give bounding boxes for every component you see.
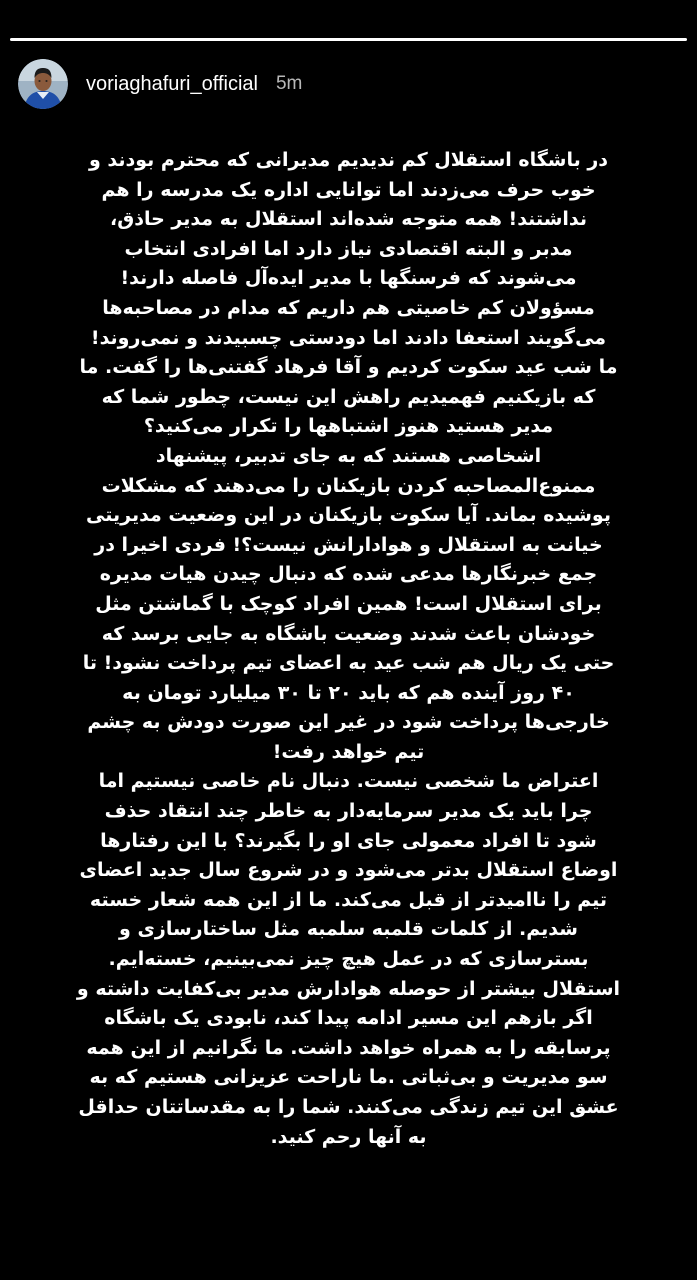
story-text-line: جمع خبرنگارها مدعی شده که دنبال چیدن هیات مدیره: [99, 563, 598, 586]
story-text-line: مدبر و البته اقتصادی نیاز دارد اما افرادی انتخاب: [124, 237, 573, 260]
story-text-line: تیم خواهد رفت!: [272, 740, 425, 763]
story-text-line: نداشتند! همه متوجه شده‌اند استقلال به مدیر حاذق،: [109, 208, 587, 231]
story-text-line: ما شب عید سکوت کردیم و آقا فرهاد گفتنی‌ها را گفت. ما: [79, 356, 618, 379]
story-text-line: خارجی‌ها پرداخت شود در غیر این صورت دودش به چشم: [87, 711, 610, 734]
story-text-line: برای استقلال است! همین افراد کوچک با گماشتن مثل: [95, 592, 602, 615]
story-text-line: حتی یک ریال هم شب عید به اعضای تیم پرداخت نشود! تا: [82, 652, 615, 675]
profile-avatar[interactable]: [18, 59, 68, 109]
story-text-line: ممنوع‌المصاحبه کردن بازیکنان را می‌دهند که مشکلات: [101, 474, 596, 497]
story-username[interactable]: voriaghafuri_official: [86, 72, 258, 95]
story-progress-fill: [10, 38, 687, 41]
story-text-line: خوب حرف می‌زدند اما توانایی اداره یک مدرسه را هم: [101, 178, 596, 201]
story-text-line: خودشان باعث شدند وضعیت باشگاه به جایی برسد که: [101, 622, 596, 645]
story-header: [18, 56, 679, 112]
story-text-line: اوضاع استقلال بدتر می‌شود و در شروع سال جدید اعضای: [79, 859, 618, 882]
story-text-line: شود تا افراد معمولی جای او را بگیرند؟ با این رفتارها: [100, 829, 597, 852]
story-text-line: چرا باید یک مدیر سرمایه‌دار به خاطر چند انتقاد حذف: [104, 800, 593, 823]
story-text-line: پوشیده بماند. آیا سکوت بازیکنان در این وضعیت مدیریتی: [86, 504, 611, 527]
story-timestamp: 5m: [275, 73, 303, 94]
story-text-line: اعتراض ما شخصی نیست. دنبال نام خاصی نیستیم اما: [98, 770, 599, 793]
story-text-line: می‌گویند استعفا دادند اما دودستی چسبیدند و نمی‌روند!: [90, 326, 607, 349]
story-progress-bar: [10, 38, 687, 41]
story-text-line: پرسابقه را به همراه خواهد داشت. ما نگرانیم از این همه: [86, 1036, 611, 1059]
story-text-line: مدیر هستید هنوز اشتباهها را تکرار می‌کنید؟: [143, 415, 554, 438]
story-text-line: می‌شوند که فرسنگها با مدیر ایده‌آل فاصله دارند!: [120, 267, 577, 290]
story-text-line: در باشگاه استقلال کم ندیدیم مدیرانی که محترم بودند و: [88, 149, 609, 171]
story-text-line: عشق این تیم زندگی می‌کنند. شما را به مقدساتتان حداقل: [78, 1096, 619, 1118]
story-text-line: استقلال بیشتر از حوصله هوادارش مدیر بی‌کفایت داشته و: [76, 977, 621, 1000]
story-text-line: شدیم. از کلمات قلمبه سلمبه مثل ساختارسازی و: [119, 918, 578, 941]
story-text-line: که بازیکنیم فهمیدیم راهش این نیست، چطور شما که: [101, 385, 596, 408]
story-text-line: اگر بازهم این مسیر ادامه پیدا کند، نابودی یک باشگاه: [104, 1007, 593, 1030]
story-text-line: اشخاصی هستند که به جای تدبیر، پیشنهاد: [155, 444, 542, 467]
story-text-body: [28, 146, 669, 1260]
story-text-line: تیم را ناامیدتر از قبل می‌کند. ما از این همه شعار خسته: [89, 888, 608, 911]
story-text-line: ۴۰ روز آینده هم که باید ۲۰ تا ۳۰ میلیارد تومان به: [122, 681, 575, 704]
story-text-line: سو مدیریت و بی‌ثباتی .ما ناراحت عزیزانی هستیم که به: [89, 1066, 608, 1089]
story-text-line: مسؤولان کم خاصیتی هم داریم که مدام در مصاحبه‌ها: [102, 296, 595, 319]
story-text-line: خیانت به استقلال و هوادارانش نیست؟! فردی اخیرا در: [94, 533, 603, 556]
story-text-line: بسترسازی که در عمل هیچ چیز نمی‌بینیم، خسته‌ایم.: [108, 948, 589, 971]
avatar-photo-icon: [18, 59, 68, 109]
story-text-line: به آنها رحم کنید.: [270, 1125, 427, 1148]
